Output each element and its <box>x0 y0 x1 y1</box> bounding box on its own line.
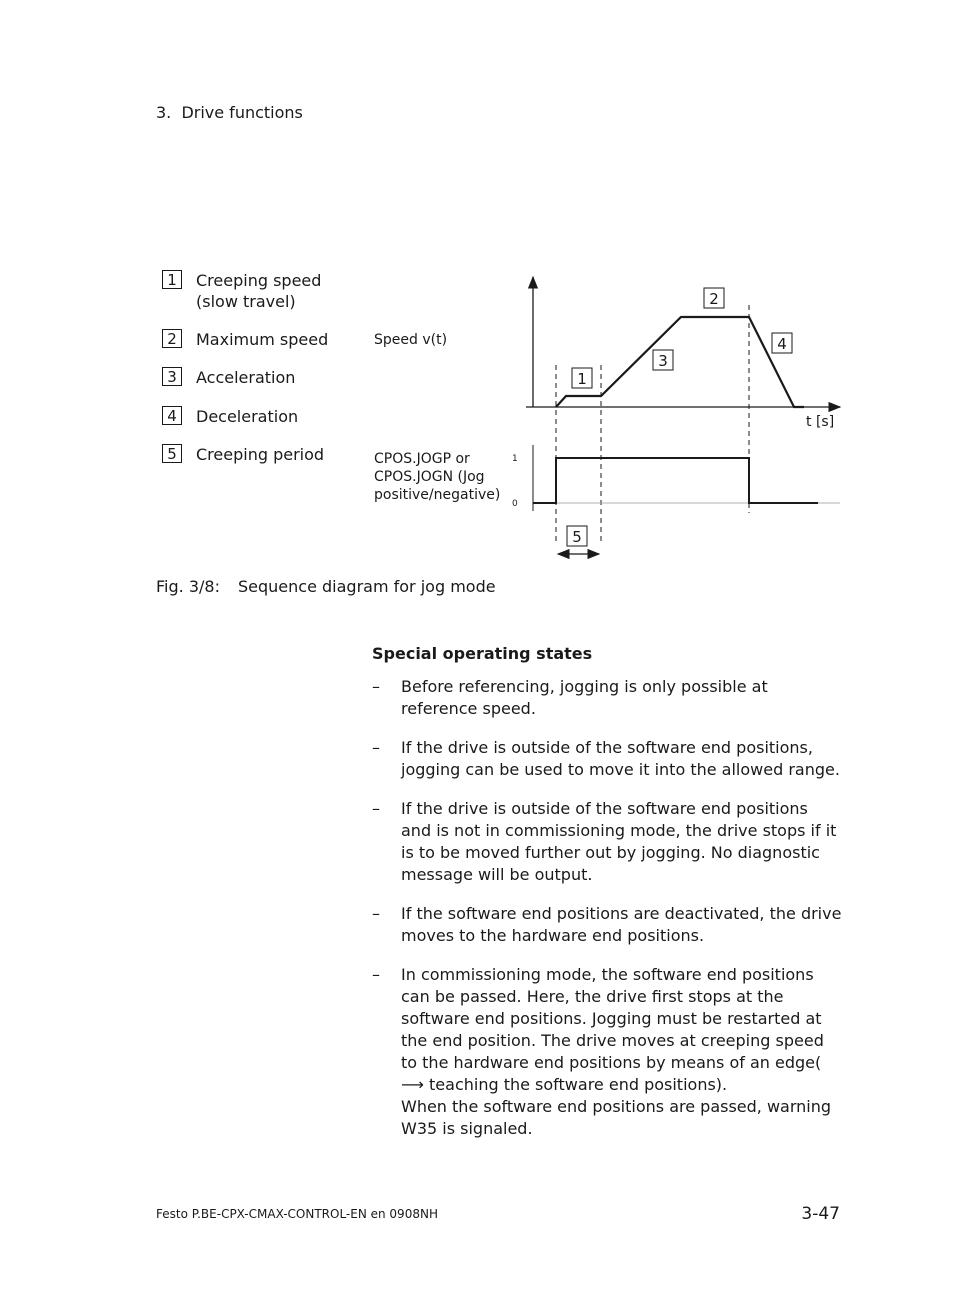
section-title: Drive functions <box>181 103 303 122</box>
list-item-text: If the software end positions are deactivated, the drive moves to the hardware end positions. <box>401 904 842 945</box>
list-dash: – <box>372 904 380 923</box>
list-dash: – <box>372 677 380 696</box>
legend-number: 4 <box>162 406 182 425</box>
list-dash: – <box>372 799 380 818</box>
legend-number: 3 <box>162 367 182 386</box>
marker-5-label: 5 <box>572 528 582 546</box>
figure-caption <box>156 577 496 596</box>
footer-document-id: Festo P.BE-CPX-CMAX-CONTROL-EN en 0908NH <box>156 1207 438 1221</box>
list-item-text: In commissioning mode, the software end positions can be passed. Here, the drive first stops at the software end positions. Jogging must be restarted at the end position. The drive moves at creeping speed to the hardware end positions by means of an edge( ⟶ teaching the software end positions). <box>401 965 824 1094</box>
special-states-heading: Special operating states <box>372 644 593 663</box>
bullet-list <box>372 676 842 1157</box>
jog-signal-waveform <box>533 458 818 503</box>
list-dash: – <box>372 965 380 984</box>
legend-label: Maximum speed <box>196 330 329 349</box>
legend-number: 2 <box>162 329 182 348</box>
marker-3-label: 3 <box>658 352 668 370</box>
list-item <box>372 676 842 720</box>
list-item <box>372 964 842 1140</box>
time-axis-label: t [s] <box>806 414 835 430</box>
marker-3 <box>653 350 673 370</box>
marker-2-label: 2 <box>709 290 719 308</box>
legend-label: Deceleration <box>196 407 299 426</box>
legend-number: 1 <box>162 270 182 289</box>
signal-label: CPOS.JOGP or CPOS.JOGN (Jog positive/negative) <box>374 451 501 503</box>
section-number: 3. <box>156 103 172 122</box>
list-item-text: If the drive is outside of the software end positions, jogging can be used to move it into the allowed range. <box>401 738 840 779</box>
legend-label: Acceleration <box>196 368 296 387</box>
marker-5 <box>567 526 587 546</box>
marker-4-label: 4 <box>777 335 787 353</box>
legend-label: Creeping period <box>196 445 325 464</box>
marker-2 <box>704 288 724 308</box>
page-header <box>156 103 303 122</box>
list-item-text: Before referencing, jogging is only possible at reference speed. <box>401 677 768 718</box>
jog-sequence-diagram <box>500 265 850 565</box>
speed-profile <box>556 317 804 407</box>
page-number: 3-47 <box>801 1204 840 1224</box>
figure-title: Sequence diagram for jog mode <box>238 577 496 596</box>
marker-1-label: 1 <box>577 370 587 388</box>
legend-label: Creeping speed (slow travel) <box>196 271 322 311</box>
list-item <box>372 798 842 886</box>
signal-low-label: 0 <box>512 499 518 509</box>
list-item-continuation: When the software end positions are passed, warning W35 is signaled. <box>401 1097 832 1138</box>
figure-number: Fig. 3/8: <box>156 577 220 596</box>
legend-number: 5 <box>162 444 182 463</box>
speed-axis-label: Speed v(t) <box>374 332 448 348</box>
marker-1 <box>572 368 592 388</box>
list-item <box>372 903 842 947</box>
list-item-text: If the drive is outside of the software end positions and is not in commissioning mode, the drive stops if it is to be moved further out by jogging. No diagnostic message will be output. <box>401 799 837 884</box>
signal-high-label: 1 <box>512 454 518 464</box>
marker-4 <box>772 333 792 353</box>
list-item <box>372 737 842 781</box>
list-dash: – <box>372 738 380 757</box>
